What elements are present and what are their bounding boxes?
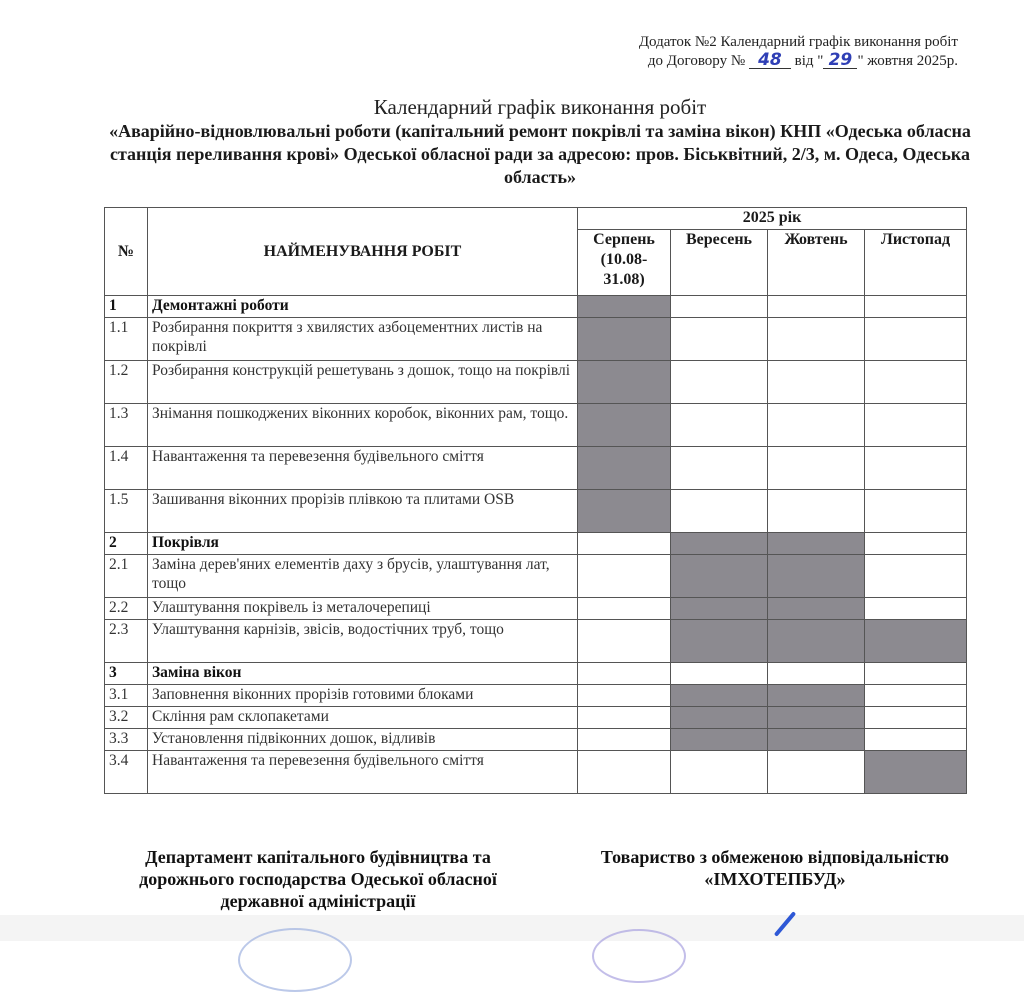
- schedule-empty-cell: [578, 729, 671, 751]
- row-work-name: Розбирання конструкцій решетувань з дошок, тощо на покрівлі: [148, 361, 578, 404]
- schedule-empty-cell: [671, 490, 768, 533]
- schedule-empty-cell: [865, 555, 967, 598]
- schedule-bar-cell: [671, 729, 768, 751]
- row-work-name: Знімання пошкоджених віконних коробок, віконних рам, тощо.: [148, 404, 578, 447]
- schedule-bar-cell: [768, 555, 865, 598]
- schedule-bar-cell: [768, 707, 865, 729]
- row-work-name: Покрівля: [148, 533, 578, 555]
- section-row: [105, 533, 967, 555]
- row-work-name: Навантаження та перевезення будівельного сміття: [148, 751, 578, 794]
- document-title: Календарний графік виконання робіт: [373, 95, 707, 119]
- header-month: Жовтень: [768, 230, 865, 296]
- header-work-name: НАЙМЕНУВАННЯ РОБІТ: [148, 208, 578, 296]
- schedule-empty-cell: [865, 533, 967, 555]
- schedule-empty-cell: [865, 707, 967, 729]
- row-number: 3.2: [105, 707, 148, 729]
- row-work-name: Розбирання покриття з хвилястих азбоцементних листів на покрівлі: [148, 318, 578, 361]
- schedule-empty-cell: [671, 296, 768, 318]
- schedule-empty-cell: [671, 663, 768, 685]
- schedule-empty-cell: [865, 318, 967, 361]
- schedule-bar-cell: [671, 707, 768, 729]
- stamp-customer-icon: [238, 928, 352, 992]
- task-row: [105, 490, 967, 533]
- row-work-name: Навантаження та перевезення будівельного сміття: [148, 447, 578, 490]
- schedule-empty-cell: [865, 296, 967, 318]
- schedule-empty-cell: [865, 404, 967, 447]
- task-row: [105, 620, 967, 663]
- task-row: [105, 751, 967, 794]
- row-work-name: Заміна дерев'яних елементів даху з брусів, улаштування лат, тощо: [148, 555, 578, 598]
- row-number: 1.1: [105, 318, 148, 361]
- task-row: [105, 318, 967, 361]
- contract-number: 48: [749, 52, 791, 69]
- row-number: 2.1: [105, 555, 148, 598]
- schedule-bar-cell: [865, 620, 967, 663]
- row-work-name: Улаштування покрівель із металочерепиці: [148, 598, 578, 620]
- schedule-empty-cell: [865, 598, 967, 620]
- row-number: 3.1: [105, 685, 148, 707]
- schedule-empty-cell: [865, 447, 967, 490]
- schedule-empty-cell: [671, 361, 768, 404]
- row-work-name: Заміна вікон: [148, 663, 578, 685]
- task-row: [105, 598, 967, 620]
- schedule-empty-cell: [768, 404, 865, 447]
- schedule-bar-cell: [671, 555, 768, 598]
- schedule-empty-cell: [578, 555, 671, 598]
- schedule-empty-cell: [865, 361, 967, 404]
- row-number: 2: [105, 533, 148, 555]
- schedule-empty-cell: [768, 490, 865, 533]
- row-number: 3.4: [105, 751, 148, 794]
- header-month: Листопад: [865, 230, 967, 296]
- schedule-bar-cell: [768, 729, 865, 751]
- schedule-bar-cell: [671, 598, 768, 620]
- header-number: №: [105, 208, 148, 296]
- row-number: 2.3: [105, 620, 148, 663]
- schedule-bar-cell: [671, 620, 768, 663]
- row-number: 3.3: [105, 729, 148, 751]
- section-row: [105, 296, 967, 318]
- schedule-empty-cell: [768, 318, 865, 361]
- schedule-empty-cell: [768, 447, 865, 490]
- schedule-empty-cell: [865, 663, 967, 685]
- schedule-empty-cell: [671, 447, 768, 490]
- task-row: [105, 729, 967, 751]
- schedule-bar-cell: [671, 533, 768, 555]
- row-number: 3: [105, 663, 148, 685]
- schedule-empty-cell: [865, 729, 967, 751]
- row-number: 1.2: [105, 361, 148, 404]
- schedule-empty-cell: [768, 751, 865, 794]
- row-work-name: Заповнення віконних прорізів готовими блоками: [148, 685, 578, 707]
- schedule-empty-cell: [578, 707, 671, 729]
- task-row: [105, 361, 967, 404]
- header-year: 2025 рік: [578, 208, 967, 230]
- schedule-empty-cell: [578, 533, 671, 555]
- header-month: Вересень: [671, 230, 768, 296]
- row-number: 1.5: [105, 490, 148, 533]
- annex-line-2: до Договору № 48 від " 29 " жовтня 2025р.: [647, 50, 958, 70]
- page-bottom-band: [0, 915, 1024, 941]
- task-row: [105, 555, 967, 598]
- schedule-bar-cell: [768, 533, 865, 555]
- schedule-empty-cell: [768, 296, 865, 318]
- schedule-empty-cell: [578, 685, 671, 707]
- schedule-empty-cell: [578, 598, 671, 620]
- signature-customer: Департамент капітального будівництва та дорожнього господарства Одеської обласної державної адміністрації: [139, 847, 497, 911]
- schedule-bar-cell: [768, 598, 865, 620]
- task-row: [105, 685, 967, 707]
- schedule-bar-cell: [768, 685, 865, 707]
- signature-contractor: Товариство з обмеженою відповідальністю «ІМХОТЕПБУД»: [600, 847, 950, 889]
- schedule-empty-cell: [578, 620, 671, 663]
- schedule-empty-cell: [578, 751, 671, 794]
- task-row: [105, 447, 967, 490]
- schedule-bar-cell: [578, 490, 671, 533]
- schedule-empty-cell: [865, 685, 967, 707]
- schedule-empty-cell: [671, 404, 768, 447]
- schedule-empty-cell: [865, 490, 967, 533]
- schedule-bar-cell: [578, 296, 671, 318]
- schedule-bar-cell: [578, 404, 671, 447]
- schedule-empty-cell: [768, 663, 865, 685]
- row-work-name: Демонтажні роботи: [148, 296, 578, 318]
- task-row: [105, 707, 967, 729]
- row-work-name: Скління рам склопакетами: [148, 707, 578, 729]
- schedule-empty-cell: [578, 663, 671, 685]
- section-row: [105, 663, 967, 685]
- row-number: 2.2: [105, 598, 148, 620]
- annex-header: [639, 33, 958, 71]
- schedule-bar-cell: [865, 751, 967, 794]
- document-subtitle: «Аварійно-відновлювальні роботи (капітальний ремонт покрівлі та заміна вікон) КНП «Одеська обласна станція переливання крові» Одеської обласної ради за адресою: пров. Біськвітний, 2/3, м. Одеса, Одеська область»: [109, 121, 971, 187]
- schedule-empty-cell: [671, 318, 768, 361]
- row-number: 1: [105, 296, 148, 318]
- row-work-name: Установлення підвіконних дошок, відливів: [148, 729, 578, 751]
- row-number: 1.3: [105, 404, 148, 447]
- contract-day: 29: [823, 52, 857, 69]
- schedule-bar-cell: [578, 318, 671, 361]
- schedule-bar-cell: [768, 620, 865, 663]
- row-number: 1.4: [105, 447, 148, 490]
- annex-line-1: Додаток №2 Календарний графік виконання робіт: [638, 34, 958, 50]
- schedule-empty-cell: [671, 751, 768, 794]
- row-work-name: Улаштування карнізів, звісів, водостічних труб, тощо: [148, 620, 578, 663]
- schedule-bar-cell: [671, 685, 768, 707]
- schedule-bar-cell: [578, 447, 671, 490]
- task-row: [105, 404, 967, 447]
- schedule-empty-cell: [768, 361, 865, 404]
- header-month: Серпень (10.08-31.08): [578, 230, 671, 296]
- stamp-contractor-icon: [592, 929, 686, 983]
- schedule-table: [104, 207, 967, 794]
- row-work-name: Зашивання віконних прорізів плівкою та плитами OSB: [148, 490, 578, 533]
- title-block: [100, 94, 980, 189]
- schedule-bar-cell: [578, 361, 671, 404]
